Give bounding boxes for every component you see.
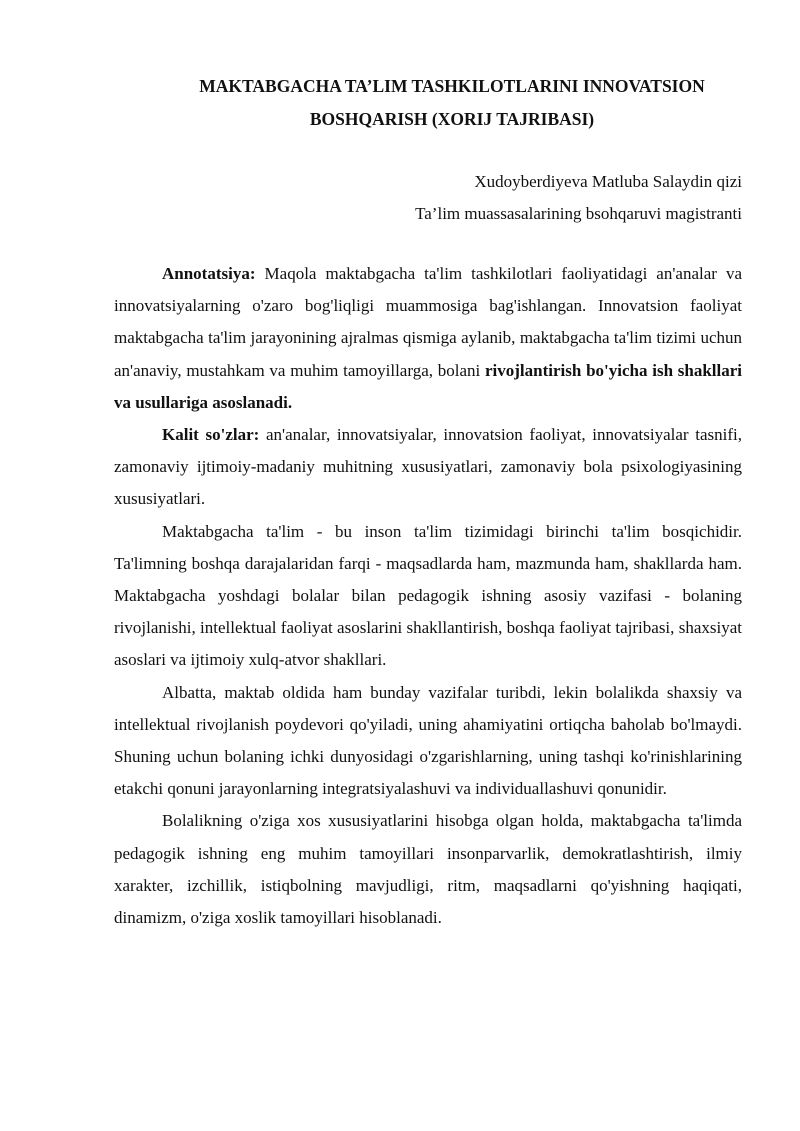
author-position: Ta’lim muassasalarining bsohqaruvi magistranti: [415, 204, 742, 223]
document-page: [114, 70, 742, 934]
title-line-1: MAKTABGACHA TA’LIM TASHKILOTLARINI INNOVATSION: [199, 76, 705, 96]
keywords-label: Kalit so'zlar:: [162, 425, 260, 445]
author-block: [114, 166, 742, 230]
body-paragraph-2: Albatta, maktab oldida ham bunday vazifalar turibdi, lekin bolalikda shaxsiy va intellektual rivojlanish poydevori qo'yiladi, uning ahamiyatini ortiqcha baholab bo'lmaydi. Shuning uchun bolaning ichki dunyosidagi o'zgarishlarning, uning tashqi ko'rinishlarining etakchi qonuni jarayonlarning integratsiyalashuvi va individuallashuvi qonunidir.: [114, 682, 742, 799]
keywords-text: an'analar, innovatsiyalar, innovatsion faoliyat, innovatsiyalar tasnifi, zamonaviy ijtimoiy-madaniy muhitning xususiyatlari, zamonaviy bola psixologiyasining xususiyatlari.: [114, 425, 742, 509]
keywords-paragraph: [114, 419, 742, 516]
author-name: Xudoyberdiyeva Matluba Salaydin qizi: [474, 172, 742, 191]
body-paragraph-1: Maktabgacha ta'lim - bu inson ta'lim tizimidagi birinchi ta'lim bosqichidir. Ta'limning boshqa darajalaridan farqi - maqsadlarda ham, mazmunda ham, shakllarda ham. Maktabgacha yoshdagi bolalar bilan pedagogik ishning asosiy vazifasi - bolaning rivojlanishi, intellektual faoliyat asoslarini shakllantirish, boshqa faoliyat tajribasi, shaxsiyat asoslari va ijtimoiy xulq-atvor shakllari.: [114, 521, 742, 670]
title-line-2: BOSHQARISH (XORIJ TAJRIBASI): [309, 109, 595, 129]
abstract-label: Annotatsiya:: [162, 264, 256, 283]
article-body: [114, 258, 742, 934]
abstract-paragraph: [114, 258, 742, 419]
abstract-bold-text: rivojlantirish bo'yicha ish shakllari va usullariga asoslanadi.: [114, 360, 743, 412]
article-title: [114, 70, 742, 136]
body-paragraph-3: Bolalikning o'ziga xos xususiyatlarini hisobga olgan holda, maktabgacha ta'limda pedagogik ishning eng muhim tamoyillari insonparvarlik, demokratlashtirish, ilmiy xarakter, izchillik, istiqbolning mavjudligi, ritm, maqsadlarni qo'yishning haqiqati, dinamizm, o'ziga xoslik tamoyillari hisoblanadi.: [114, 811, 742, 928]
abstract-text: Maqola maktabgacha ta'lim tashkilotlari faoliyatidagi an'analar va innovatsiyalarning o'zaro bog'liqligi muammosiga bag'ishlangan. Innovatsion faoliyat maktabgacha ta'lim jarayonining ajralmas qismiga aylanib, maktabgacha ta'lim tizimi uchun an'anaviy, mustahkam va muhim tamoyillarga, bolani: [114, 264, 742, 380]
